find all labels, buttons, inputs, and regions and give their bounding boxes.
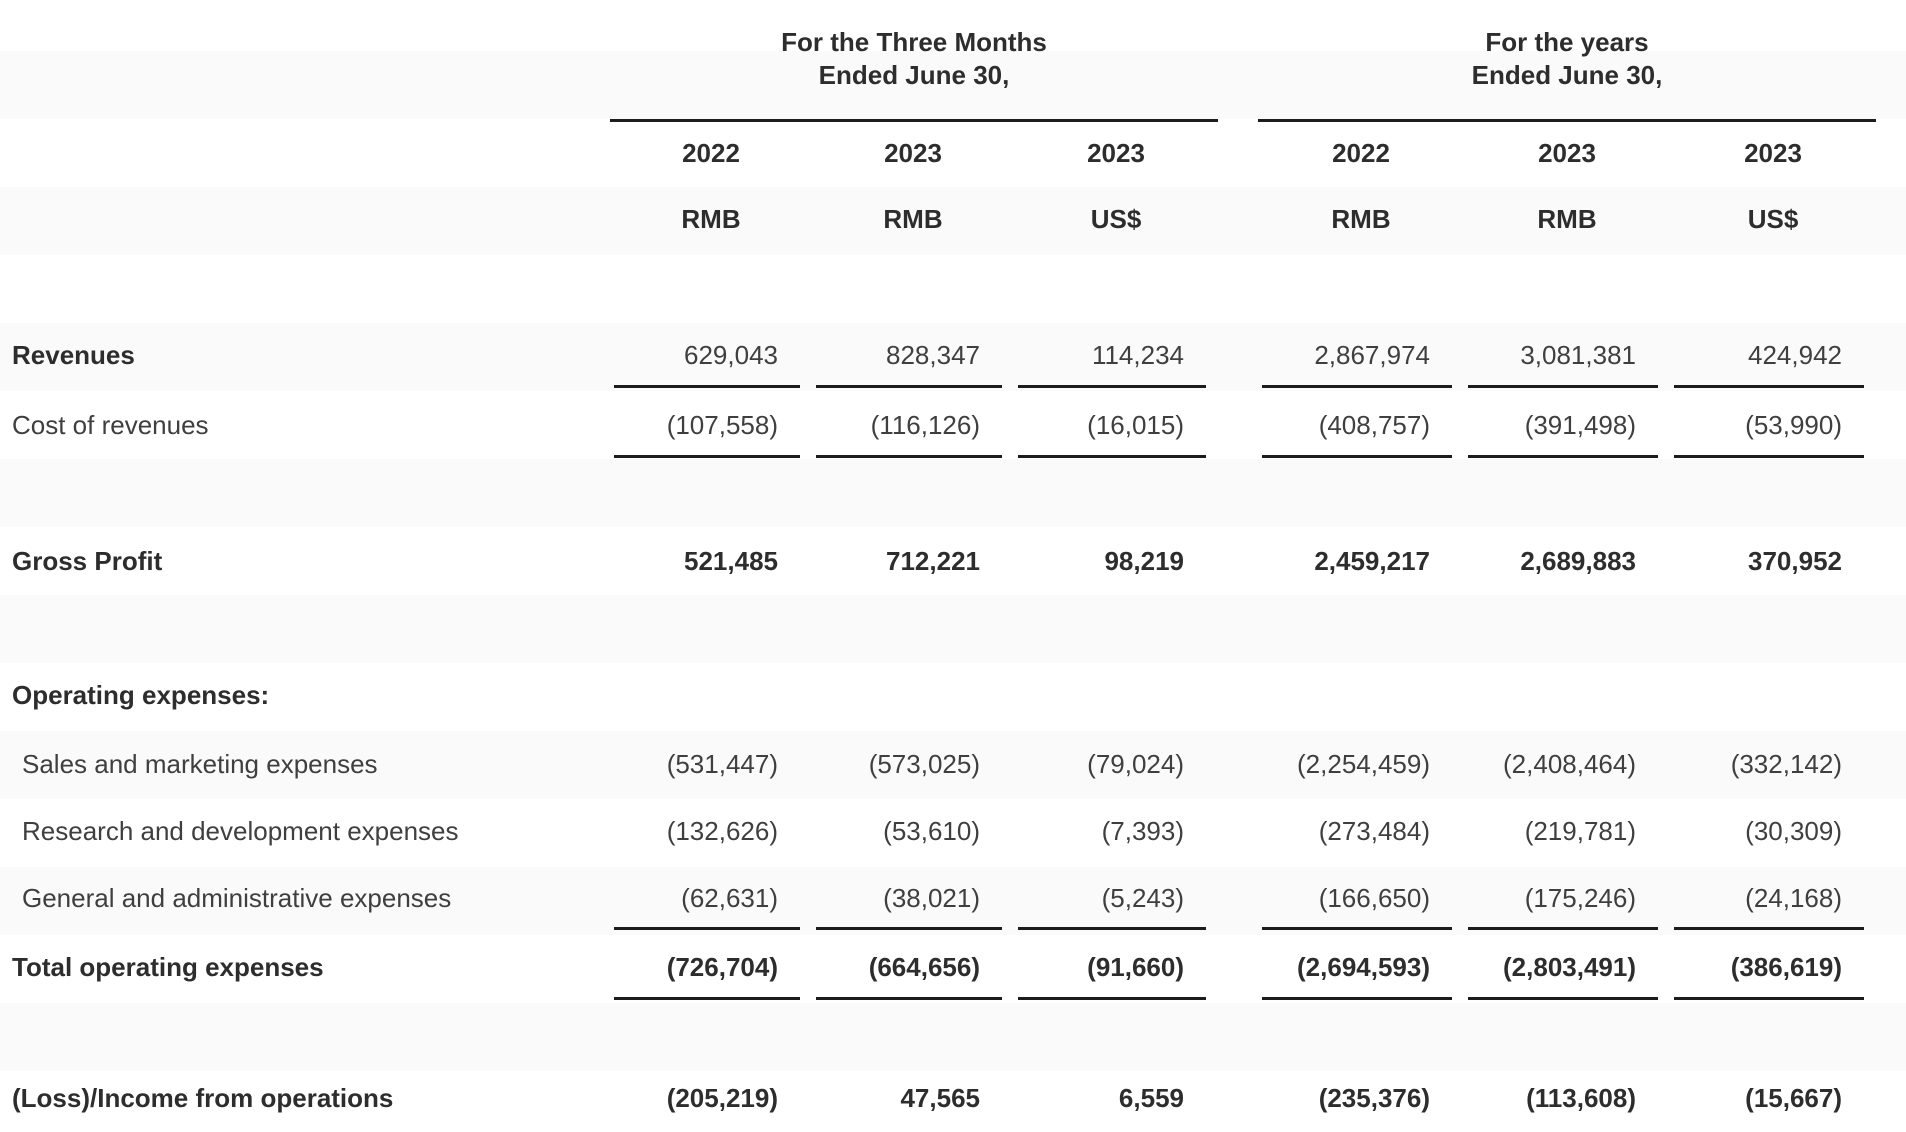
value-cell: (205,219) <box>666 1082 778 1113</box>
value-cell: (332,142) <box>1730 748 1842 779</box>
value-cell: 98,219 <box>1104 545 1184 576</box>
group-title-line1: For the years <box>1485 27 1649 57</box>
value-cell: 828,347 <box>812 320 1014 390</box>
currency-header-row <box>0 186 1906 252</box>
row-loss-income-from-operations <box>0 1070 1906 1126</box>
value-cell: 2,689,883 <box>1520 545 1636 576</box>
value-cell: (91,660) <box>1014 932 1218 1002</box>
spacer-row <box>0 0 1906 24</box>
value-cell: (2,694,593) <box>1258 932 1464 1002</box>
value-cell: (219,781) <box>1524 815 1636 846</box>
group-title-line2: Ended June 30, <box>818 60 1010 90</box>
value-cell: (53,990) <box>1670 390 1876 460</box>
year-header: 2023 <box>1087 137 1145 168</box>
column-group-three-months <box>610 24 1218 122</box>
value-cell: 114,234 <box>1014 320 1218 390</box>
year-header: 2023 <box>1538 137 1596 168</box>
row-label: Total operating expenses <box>12 951 324 982</box>
year-header: 2022 <box>1332 137 1390 168</box>
value-cell: (7,393) <box>1101 815 1184 846</box>
currency-header: RMB <box>883 203 943 234</box>
row-sales-and-marketing <box>0 730 1906 798</box>
currency-header: US$ <box>1747 203 1799 234</box>
row-research-and-development <box>0 798 1906 864</box>
row-label: Operating expenses: <box>12 679 270 710</box>
row-gross-profit <box>0 526 1906 596</box>
spacer-row <box>0 252 1906 320</box>
value-cell: (132,626) <box>666 815 778 846</box>
value-cell: (38,021) <box>812 864 1014 932</box>
value-cell: (2,803,491) <box>1464 932 1670 1002</box>
value-cell: 370,952 <box>1748 545 1842 576</box>
currency-header: US$ <box>1090 203 1142 234</box>
currency-header: RMB <box>1537 203 1597 234</box>
value-cell: (79,024) <box>1087 748 1184 779</box>
row-label: Gross Profit <box>12 545 163 576</box>
year-header: 2023 <box>1744 137 1802 168</box>
value-cell: (726,704) <box>610 932 812 1002</box>
value-cell: (107,558) <box>610 390 812 460</box>
row-total-operating-expenses <box>0 932 1906 1002</box>
value-cell: (235,376) <box>1318 1082 1430 1113</box>
value-cell: (113,608) <box>1526 1082 1636 1113</box>
column-group-header-row <box>0 24 1906 120</box>
value-cell: (30,309) <box>1745 815 1842 846</box>
value-cell: 521,485 <box>684 545 778 576</box>
value-cell: (664,656) <box>812 932 1014 1002</box>
group-title-line1: For the Three Months <box>781 27 1047 57</box>
row-label: Cost of revenues <box>12 409 209 440</box>
column-group-years <box>1258 24 1876 122</box>
spacer-row <box>0 1002 1906 1070</box>
value-cell: (166,650) <box>1258 864 1464 932</box>
row-label: Revenues <box>12 339 135 370</box>
value-cell: (273,484) <box>1318 815 1430 846</box>
value-cell: (62,631) <box>610 864 812 932</box>
row-label: General and administrative expenses <box>22 882 452 913</box>
row-revenues <box>0 320 1906 390</box>
group-title-line2: Ended June 30, <box>1471 60 1663 90</box>
value-cell: (391,498) <box>1464 390 1670 460</box>
value-cell: 629,043 <box>610 320 812 390</box>
value-cell: 2,867,974 <box>1258 320 1464 390</box>
value-cell: (24,168) <box>1670 864 1876 932</box>
value-cell: (386,619) <box>1670 932 1876 1002</box>
spacer-row <box>0 596 1906 660</box>
row-general-and-administrative <box>0 864 1906 932</box>
currency-header: RMB <box>681 203 741 234</box>
value-cell: (531,447) <box>666 748 778 779</box>
year-header: 2023 <box>884 137 942 168</box>
value-cell: (16,015) <box>1014 390 1218 460</box>
value-cell: 2,459,217 <box>1314 545 1430 576</box>
row-operating-expenses-header <box>0 660 1906 730</box>
row-label: (Loss)/Income from operations <box>12 1082 394 1113</box>
value-cell: 47,565 <box>900 1082 980 1113</box>
value-cell: (2,408,464) <box>1503 748 1636 779</box>
value-cell: (2,254,459) <box>1297 748 1430 779</box>
value-cell: 6,559 <box>1118 1082 1184 1113</box>
spacer-row <box>0 460 1906 526</box>
spacer-row <box>0 1126 1906 1132</box>
row-label: Sales and marketing expenses <box>22 748 378 779</box>
value-cell: (408,757) <box>1258 390 1464 460</box>
value-cell: 3,081,381 <box>1464 320 1670 390</box>
value-cell: (175,246) <box>1464 864 1670 932</box>
year-header-row <box>0 120 1906 186</box>
currency-header: RMB <box>1331 203 1391 234</box>
value-cell: (15,667) <box>1745 1082 1842 1113</box>
row-cost-of-revenues <box>0 390 1906 460</box>
year-header: 2022 <box>682 137 740 168</box>
value-cell: 424,942 <box>1670 320 1876 390</box>
value-cell: (116,126) <box>812 390 1014 460</box>
value-cell: (573,025) <box>868 748 980 779</box>
value-cell: (53,610) <box>883 815 980 846</box>
row-label: Research and development expenses <box>22 815 459 846</box>
value-cell: (5,243) <box>1014 864 1218 932</box>
value-cell: 712,221 <box>886 545 980 576</box>
